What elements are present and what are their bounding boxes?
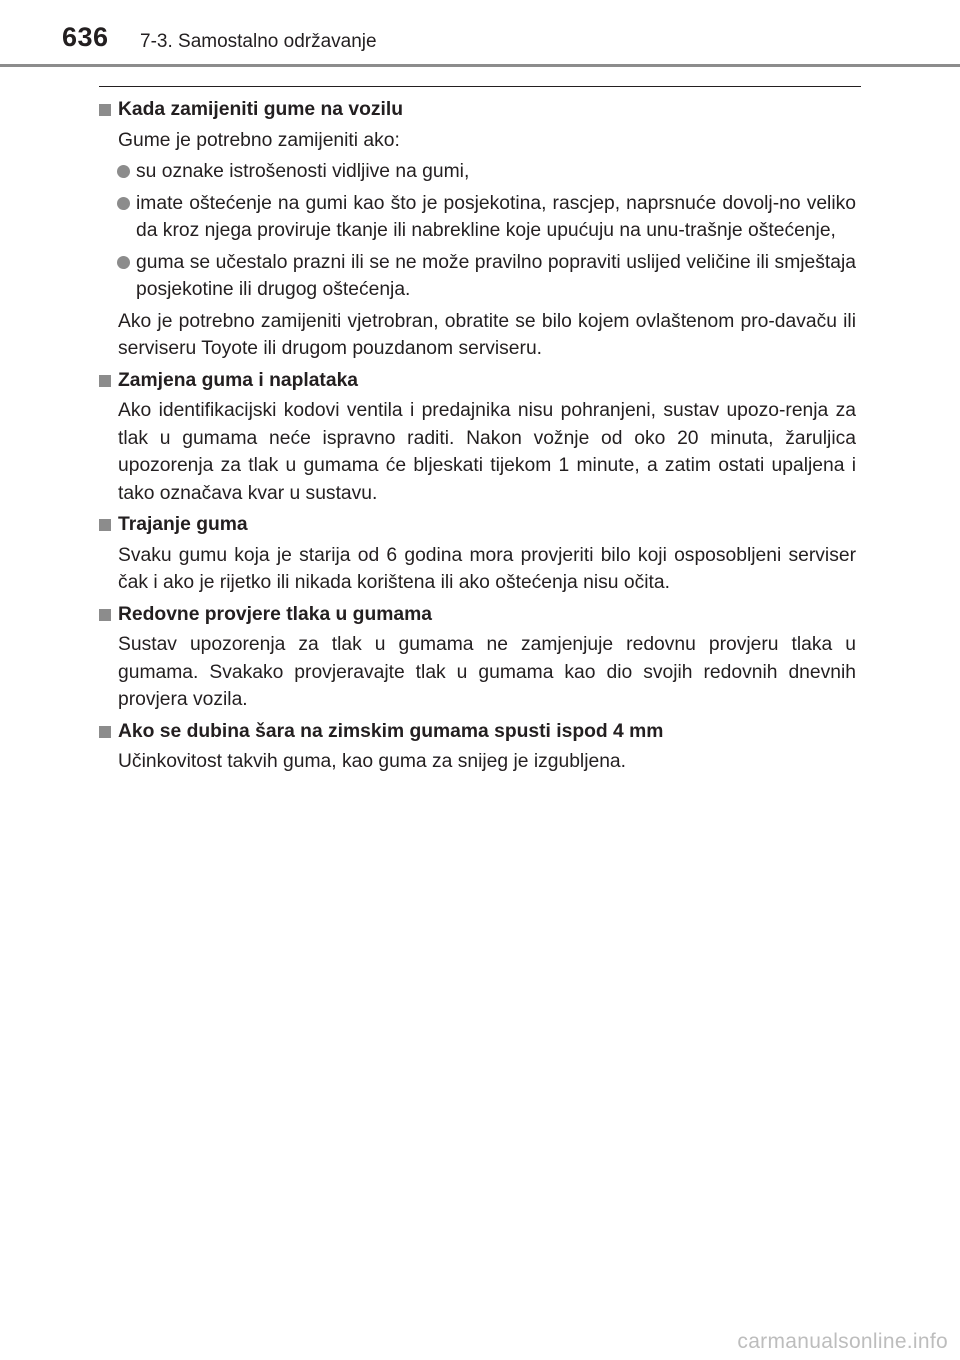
content-divider — [99, 86, 861, 87]
circle-bullet-icon — [117, 256, 130, 269]
square-bullet-icon — [99, 726, 111, 738]
section-heading-text: Trajanje guma — [118, 514, 248, 535]
paragraph: Gume je potrebno zamijeniti ako: — [118, 129, 400, 151]
list-item-text: su oznake istrošenosti vidljive na gumi, — [136, 161, 470, 182]
page-number: 636 — [62, 22, 109, 52]
section-heading — [99, 718, 856, 746]
list-item-text: guma se učestalo prazni ili se ne može pravilno popraviti uslijed veličine ili smještaja posjekotine ili drugog oštećenja. — [136, 251, 856, 300]
watermark: carmanualsonline.info — [737, 1330, 948, 1353]
section-title: 7-3. Samostalno održavanje — [140, 31, 377, 52]
list-item — [99, 190, 856, 245]
circle-bullet-icon — [117, 165, 130, 178]
paragraph: Učinkovitost takvih guma, kao guma za snijeg je izgubljena. — [118, 751, 627, 772]
section-heading-text: Ako se dubina šara na zimskim gumama spusti ispod 4 mm — [118, 720, 664, 742]
square-bullet-icon — [99, 104, 111, 116]
paragraph: Sustav upozorenja za tlak u gumama ne zamjenjuje redovnu provjeru tlaka u gumama. Svakako provjeravajte tlak u gumama kao dio svojih redovnih dnevnih provjera vozila. — [118, 634, 856, 710]
section-heading-text: Zamjena guma i naplataka — [118, 369, 359, 391]
section-heading — [99, 511, 856, 539]
page-content — [99, 92, 856, 780]
section-heading — [99, 367, 856, 395]
paragraph: Svaku gumu koja je starija od 6 godina mora provjeriti bilo koji osposobljeni serviser čak i ako je rijetko ili nikada korištena ili ako oštećenja nisu očita. — [118, 544, 856, 593]
list-item — [99, 249, 856, 304]
paragraph: Ako identifikacijski kodovi ventila i predajnika nisu pohranjeni, sustav upozo-renja za tlak u gumama neće ispravno raditi. Nakon vožnje od oko 20 minuta, žaruljica upozorenja za tlak u gumama će bljeskati tijekom 1 minute, a zatim ostati upaljena i tako označava kvar u sustavu. — [118, 400, 856, 504]
list-item-text: imate oštećenje na gumi kao što je posjekotina, rascjep, naprsnuće dovolj-no veliko da kroz njega proviruje tkanje ili nabrekline koje upućuju na unu-trašnje oštećenje, — [136, 192, 856, 241]
circle-bullet-icon — [117, 197, 130, 210]
section-heading-text: Redovne provjere tlaka u gumama — [118, 603, 432, 625]
header-divider — [0, 64, 960, 67]
section-heading — [99, 601, 856, 629]
square-bullet-icon — [99, 519, 111, 531]
section-heading-text: Kada zamijeniti gume na vozilu — [118, 99, 403, 120]
square-bullet-icon — [99, 375, 111, 387]
paragraph: Ako je potrebno zamijeniti vjetrobran, obratite se bilo kojem ovlaštenom pro-davaču ili serviseru Toyote ili drugom pouzdanom serviseru. — [118, 310, 856, 359]
square-bullet-icon — [99, 609, 111, 621]
section-heading — [99, 96, 856, 124]
page-header — [0, 0, 960, 70]
list-item — [99, 158, 856, 186]
